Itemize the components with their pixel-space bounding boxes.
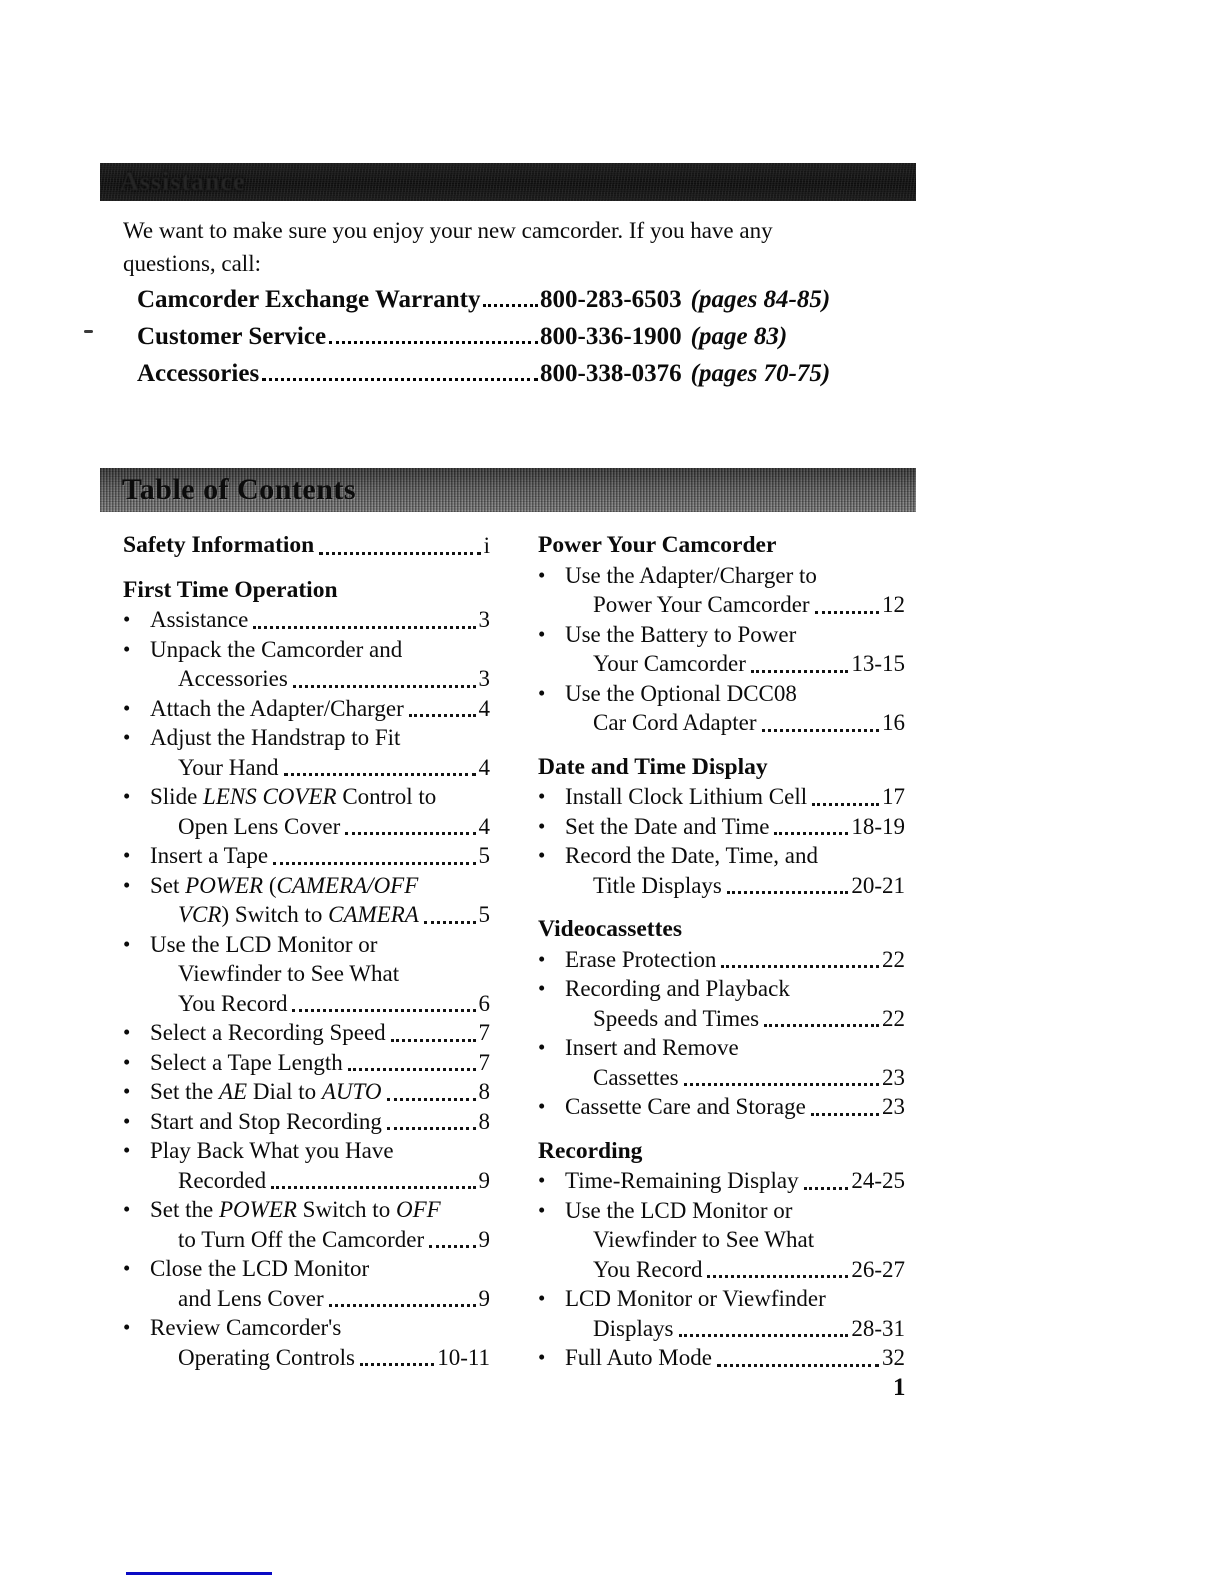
toc-entry-line xyxy=(123,1313,490,1343)
hotline-page-reference: (page 83) xyxy=(690,323,788,350)
toc-entry-line xyxy=(538,1004,905,1034)
dotted-leader xyxy=(387,1127,476,1130)
toc-page-number: 8 xyxy=(478,1108,490,1134)
toc-page-number: 20-21 xyxy=(851,872,905,898)
toc-entry xyxy=(123,1195,490,1254)
toc-entry-text: Assistance xyxy=(150,607,249,632)
toc-entry-text: Use the Battery to Power xyxy=(565,621,797,647)
bullet-icon: • xyxy=(123,931,131,956)
hotline-label: Camcorder Exchange Warranty xyxy=(137,286,481,313)
toc-entry-line xyxy=(538,620,905,650)
hotline-phone-number: 800-283-6503 xyxy=(540,286,682,313)
bullet-icon: • xyxy=(123,725,131,749)
toc-entry xyxy=(123,871,490,930)
toc-page-number: 9 xyxy=(478,1226,490,1252)
toc-section-title: First Time Operation xyxy=(123,576,338,603)
bullet-icon: • xyxy=(538,562,546,587)
toc-entry xyxy=(538,1196,905,1285)
dotted-leader xyxy=(273,862,475,865)
toc-entry-line xyxy=(123,1107,490,1137)
toc-page-number: 22 xyxy=(882,1005,905,1031)
toc-entry-text: Select a Recording Speed xyxy=(150,1020,386,1045)
toc-entry-line xyxy=(123,664,490,694)
dotted-leader xyxy=(684,1083,879,1086)
toc-entry-text: Attach the Adapter/Charger xyxy=(150,695,404,721)
toc-entry-line xyxy=(123,1048,490,1078)
toc-entry-text: to Turn Off the Camcorder xyxy=(178,1226,425,1252)
toc-page-number: 7 xyxy=(478,1049,490,1075)
dotted-leader xyxy=(319,552,480,555)
toc-entry xyxy=(123,635,490,694)
toc-entry-line xyxy=(538,1196,905,1226)
toc-entry-line xyxy=(538,679,905,709)
toc-entry-text: VCR) Switch to CAMERA xyxy=(178,902,419,927)
toc-entry xyxy=(123,694,490,724)
toc-entry-line xyxy=(123,753,490,783)
dotted-leader xyxy=(360,1363,434,1366)
toc-entry xyxy=(123,1107,490,1137)
dotted-leader xyxy=(271,1186,475,1189)
toc-entry-text: Cassette Care and Storage xyxy=(565,1094,806,1119)
toc-entry-text: Operating Controls xyxy=(178,1344,355,1370)
bullet-icon: • xyxy=(538,680,546,705)
toc-entry-line xyxy=(123,1136,490,1166)
bullet-icon: • xyxy=(123,695,131,720)
bullet-icon: • xyxy=(123,607,131,631)
bullet-icon: • xyxy=(123,1256,131,1280)
toc-entry-line xyxy=(538,1314,905,1344)
toc-entry-line xyxy=(123,1225,490,1255)
assistance-header-label: Assistance xyxy=(120,167,246,196)
toc-section-title: Date and Time Display xyxy=(538,753,768,780)
toc-section-title: Recording xyxy=(538,1137,643,1164)
toc-page-number: 5 xyxy=(478,843,490,868)
toc-entry xyxy=(538,1284,905,1343)
bullet-icon: • xyxy=(123,1049,131,1074)
toc-page-number: 10-11 xyxy=(437,1344,490,1370)
dotted-leader xyxy=(483,304,538,307)
toc-entry-line xyxy=(538,945,905,975)
toc-entry-text: Viewfinder to See What xyxy=(178,961,400,986)
dotted-leader xyxy=(387,1098,476,1101)
toc-page-number: 28-31 xyxy=(851,1315,905,1341)
hotline-page-reference: (pages 84-85) xyxy=(690,286,831,313)
hotline-label: Customer Service xyxy=(137,323,327,350)
toc-entry xyxy=(538,1033,905,1092)
toc-section-title: Power Your Camcorder xyxy=(538,532,777,558)
toc-section xyxy=(538,531,905,738)
toc-entry-line xyxy=(538,1255,905,1285)
toc-entry-line xyxy=(538,1225,905,1255)
toc-entry-text: Insert a Tape xyxy=(150,843,269,868)
toc-page-number: i xyxy=(483,533,490,558)
page-number: 1 xyxy=(893,1374,906,1401)
bullet-icon: • xyxy=(123,1108,131,1133)
bullet-icon: • xyxy=(123,1315,131,1339)
toc-entry-line xyxy=(123,1166,490,1196)
toc-section-header-bar xyxy=(100,468,916,512)
toc-entry-text: Viewfinder to See What xyxy=(593,1227,815,1252)
toc-header-label: Table of Contents xyxy=(122,473,357,506)
dotted-leader xyxy=(293,685,476,688)
toc-entry-text: You Record xyxy=(178,990,288,1016)
bullet-icon: • xyxy=(123,872,131,897)
toc-entry-line xyxy=(123,1077,490,1107)
toc-entry-line xyxy=(538,782,905,812)
toc-entry-line xyxy=(123,900,490,930)
toc-page-number: 9 xyxy=(478,1167,490,1193)
dotted-leader xyxy=(774,832,848,835)
toc-entry-text: Your Camcorder xyxy=(593,651,746,676)
hotline-label-group xyxy=(137,286,540,314)
toc-entry-line xyxy=(538,561,905,591)
hotline-row xyxy=(137,283,829,314)
toc-page-number: 23 xyxy=(882,1064,905,1090)
toc-entry-line xyxy=(123,782,490,812)
toc-entry-text: Time-Remaining Display xyxy=(565,1168,799,1193)
bullet-icon: • xyxy=(538,976,546,1000)
toc-page-number: 5 xyxy=(478,902,490,927)
bullet-icon: • xyxy=(538,813,546,838)
toc-section xyxy=(538,753,905,901)
toc-section xyxy=(123,576,490,1373)
toc-entry-line xyxy=(123,1343,490,1373)
toc-entry xyxy=(123,1077,490,1107)
toc-entry xyxy=(123,782,490,841)
dotted-leader xyxy=(262,378,538,381)
toc-entry-text: Accessories xyxy=(178,666,288,691)
dotted-leader xyxy=(348,1068,476,1071)
bullet-icon: • xyxy=(538,1197,546,1222)
toc-entry-text: Recording and Playback xyxy=(565,976,790,1001)
dotted-leader xyxy=(707,1275,848,1278)
dotted-leader xyxy=(679,1334,849,1337)
hotline-label-group xyxy=(137,323,540,351)
toc-page-number: 24-25 xyxy=(851,1168,905,1193)
toc-entry-text: Open Lens Cover xyxy=(178,813,341,839)
toc-entry-line xyxy=(538,812,905,842)
toc-entry xyxy=(123,723,490,782)
toc-entry-text: Car Cord Adapter xyxy=(593,710,757,735)
toc-page-number: 4 xyxy=(478,695,490,721)
toc-entry-text: LCD Monitor or Viewfinder xyxy=(565,1286,826,1311)
toc-entry-line xyxy=(123,605,490,635)
toc-entry-line xyxy=(538,1092,905,1122)
toc-section xyxy=(123,531,490,561)
toc-entry-line xyxy=(538,1033,905,1063)
toc-entry-text: Speeds and Times xyxy=(593,1005,760,1031)
toc-page-number: 3 xyxy=(478,607,490,632)
dotted-leader xyxy=(253,626,475,629)
toc-title-row xyxy=(123,531,490,561)
toc-entry xyxy=(123,1018,490,1048)
toc-entry-line xyxy=(123,723,490,753)
toc-entry-line xyxy=(538,590,905,620)
toc-entry xyxy=(538,561,905,620)
toc-entry-line xyxy=(123,989,490,1019)
toc-entry-text: You Record xyxy=(593,1256,703,1282)
dotted-leader xyxy=(329,1304,476,1307)
toc-entry-text: Insert and Remove xyxy=(565,1035,739,1060)
toc-entry-text: Use the Optional DCC08 xyxy=(565,680,797,706)
assistance-section-header-bar xyxy=(100,163,916,201)
toc-entry xyxy=(538,1343,905,1373)
toc-page-number: 12 xyxy=(882,592,905,617)
toc-page-number: 16 xyxy=(882,710,905,735)
toc-entry-line xyxy=(538,1343,905,1373)
toc-entry xyxy=(538,841,905,900)
toc-section-title: Videocassettes xyxy=(538,916,683,942)
toc-left-column xyxy=(123,531,490,1373)
toc-entry-text: and Lens Cover xyxy=(178,1285,324,1311)
toc-entry-line xyxy=(538,841,905,871)
toc-entry-line xyxy=(123,871,490,901)
toc-page-number: 22 xyxy=(882,946,905,972)
bullet-icon: • xyxy=(538,1168,546,1192)
toc-page-number: 6 xyxy=(478,990,490,1016)
toc-entry xyxy=(538,782,905,812)
bullet-icon: • xyxy=(538,621,546,646)
dotted-leader xyxy=(329,341,538,344)
toc-columns xyxy=(123,531,905,1373)
toc-entry-text: Close the LCD Monitor xyxy=(150,1256,370,1281)
toc-page-number: 8 xyxy=(478,1079,490,1104)
toc-right-column xyxy=(538,531,905,1373)
toc-entry-line xyxy=(123,1284,490,1314)
toc-entry-text: Recorded xyxy=(178,1167,267,1193)
toc-entry-text: Set the AE Dial to AUTO xyxy=(150,1079,382,1104)
toc-page-number: 3 xyxy=(478,666,490,691)
bullet-icon: • xyxy=(123,1197,131,1221)
toc-entry-text: Displays xyxy=(593,1315,674,1341)
toc-entry-line xyxy=(123,1254,490,1284)
toc-entry-text: Select a Tape Length xyxy=(150,1049,343,1075)
toc-entry-text: Use the Adapter/Charger to xyxy=(565,562,817,588)
dotted-leader xyxy=(292,1009,475,1012)
bullet-icon: • xyxy=(538,784,546,808)
toc-entry-text: Start and Stop Recording xyxy=(150,1108,382,1134)
toc-entry-text: Use the LCD Monitor or xyxy=(565,1197,793,1223)
toc-entry-line xyxy=(123,1195,490,1225)
toc-page-number: 17 xyxy=(882,784,905,809)
toc-page-number: 13-15 xyxy=(851,651,905,676)
toc-entry-line xyxy=(123,812,490,842)
toc-entry-line xyxy=(538,708,905,738)
toc-section xyxy=(538,1137,905,1373)
toc-section-title: Safety Information xyxy=(123,532,315,558)
toc-entry-line xyxy=(123,635,490,665)
dotted-leader xyxy=(717,1364,879,1367)
dotted-leader xyxy=(429,1245,475,1248)
toc-entry-line xyxy=(123,930,490,960)
dotted-leader xyxy=(391,1039,476,1042)
toc-entry-line xyxy=(123,694,490,724)
toc-page-number: 32 xyxy=(882,1345,905,1370)
toc-entry-text: Unpack the Camcorder and xyxy=(150,636,403,662)
toc-entry-text: Your Hand xyxy=(178,754,279,780)
toc-page-number: 4 xyxy=(478,813,490,839)
toc-entry-line xyxy=(123,1018,490,1048)
toc-entry-text: Use the LCD Monitor or xyxy=(150,931,378,957)
bullet-icon: • xyxy=(123,784,131,808)
toc-entry xyxy=(538,679,905,738)
hotline-row xyxy=(137,357,829,388)
toc-page-number: 4 xyxy=(478,754,490,780)
dotted-leader xyxy=(811,1113,879,1116)
bullet-icon: • xyxy=(123,1138,131,1162)
toc-entry xyxy=(123,930,490,1019)
hotline-phone-number: 800-336-1900 xyxy=(540,323,682,350)
toc-page-number: 7 xyxy=(478,1020,490,1045)
toc-entry-text: Erase Protection xyxy=(565,946,717,972)
hotline-label-group xyxy=(137,360,540,388)
dotted-leader xyxy=(727,891,848,894)
bullet-icon: • xyxy=(538,946,546,971)
toc-entry xyxy=(123,1254,490,1313)
toc-entry-line xyxy=(538,974,905,1004)
dotted-leader xyxy=(284,773,476,776)
bullet-icon: • xyxy=(538,1345,546,1369)
toc-entry xyxy=(538,620,905,679)
margin-dash-mark xyxy=(84,330,93,333)
toc-entry xyxy=(123,1313,490,1372)
toc-entry xyxy=(538,974,905,1033)
dotted-leader xyxy=(815,611,879,614)
bullet-icon: • xyxy=(123,1020,131,1044)
dotted-leader xyxy=(345,832,475,835)
toc-entry-text: Power Your Camcorder xyxy=(593,592,810,617)
hotline-phone-number: 800-338-0376 xyxy=(540,360,682,387)
bullet-icon: • xyxy=(123,636,131,661)
toc-entry-line xyxy=(538,649,905,679)
hotline-page-reference: (pages 70-75) xyxy=(690,360,831,387)
bullet-icon: • xyxy=(538,1286,546,1310)
hotline-row xyxy=(137,320,829,351)
bullet-icon: • xyxy=(123,1079,131,1103)
dotted-leader xyxy=(721,965,879,968)
bottom-blue-line xyxy=(126,1572,272,1575)
toc-entry-text: Cassettes xyxy=(593,1064,679,1090)
toc-entry-line xyxy=(538,871,905,901)
dotted-leader xyxy=(764,1024,879,1027)
toc-entry xyxy=(538,945,905,975)
toc-page-number: 9 xyxy=(478,1285,490,1311)
toc-entry xyxy=(123,841,490,871)
toc-entry-text: Set the POWER Switch to OFF xyxy=(150,1197,441,1222)
toc-entry-line xyxy=(123,841,490,871)
dotted-leader xyxy=(812,803,879,806)
bullet-icon: • xyxy=(538,1035,546,1059)
toc-entry-line xyxy=(538,1063,905,1093)
toc-entry xyxy=(123,605,490,635)
bullet-icon: • xyxy=(538,1094,546,1118)
toc-entry xyxy=(538,812,905,842)
dotted-leader xyxy=(424,921,476,924)
toc-entry xyxy=(123,1136,490,1195)
assistance-intro-text: We want to make sure you enjoy your new camcorder. If you have any questions, call: xyxy=(123,218,773,276)
toc-entry-text: Slide LENS COVER Control to xyxy=(150,784,437,809)
dotted-leader xyxy=(409,714,476,717)
hotline-list xyxy=(137,283,829,394)
dotted-leader xyxy=(762,729,879,732)
toc-page-number: 23 xyxy=(882,1094,905,1119)
toc-entry-line xyxy=(538,1284,905,1314)
toc-entry-text: Play Back What you Have xyxy=(150,1138,394,1163)
toc-entry-text: Adjust the Handstrap to Fit xyxy=(150,725,401,750)
toc-section xyxy=(538,915,905,1122)
toc-page-number: 18-19 xyxy=(851,813,905,839)
toc-page-number: 26-27 xyxy=(851,1256,905,1282)
toc-entry xyxy=(538,1166,905,1196)
hotline-label: Accessories xyxy=(137,360,260,387)
bullet-icon: • xyxy=(538,843,546,867)
toc-entry-text: Record the Date, Time, and xyxy=(565,843,818,868)
toc-entry-line xyxy=(123,959,490,989)
toc-entry-text: Full Auto Mode xyxy=(565,1345,712,1370)
toc-entry-text: Set the Date and Time xyxy=(565,813,770,839)
toc-entry-text: Title Displays xyxy=(593,872,722,898)
toc-entry xyxy=(123,1048,490,1078)
toc-entry xyxy=(538,1092,905,1122)
dotted-leader xyxy=(804,1187,849,1190)
toc-entry-text: Review Camcorder's xyxy=(150,1315,342,1340)
toc-entry-line xyxy=(538,1166,905,1196)
toc-entry-text: Install Clock Lithium Cell xyxy=(565,784,808,809)
dotted-leader xyxy=(751,670,848,673)
toc-entry-text: Set POWER (CAMERA/OFF xyxy=(150,872,419,898)
bullet-icon: • xyxy=(123,843,131,867)
